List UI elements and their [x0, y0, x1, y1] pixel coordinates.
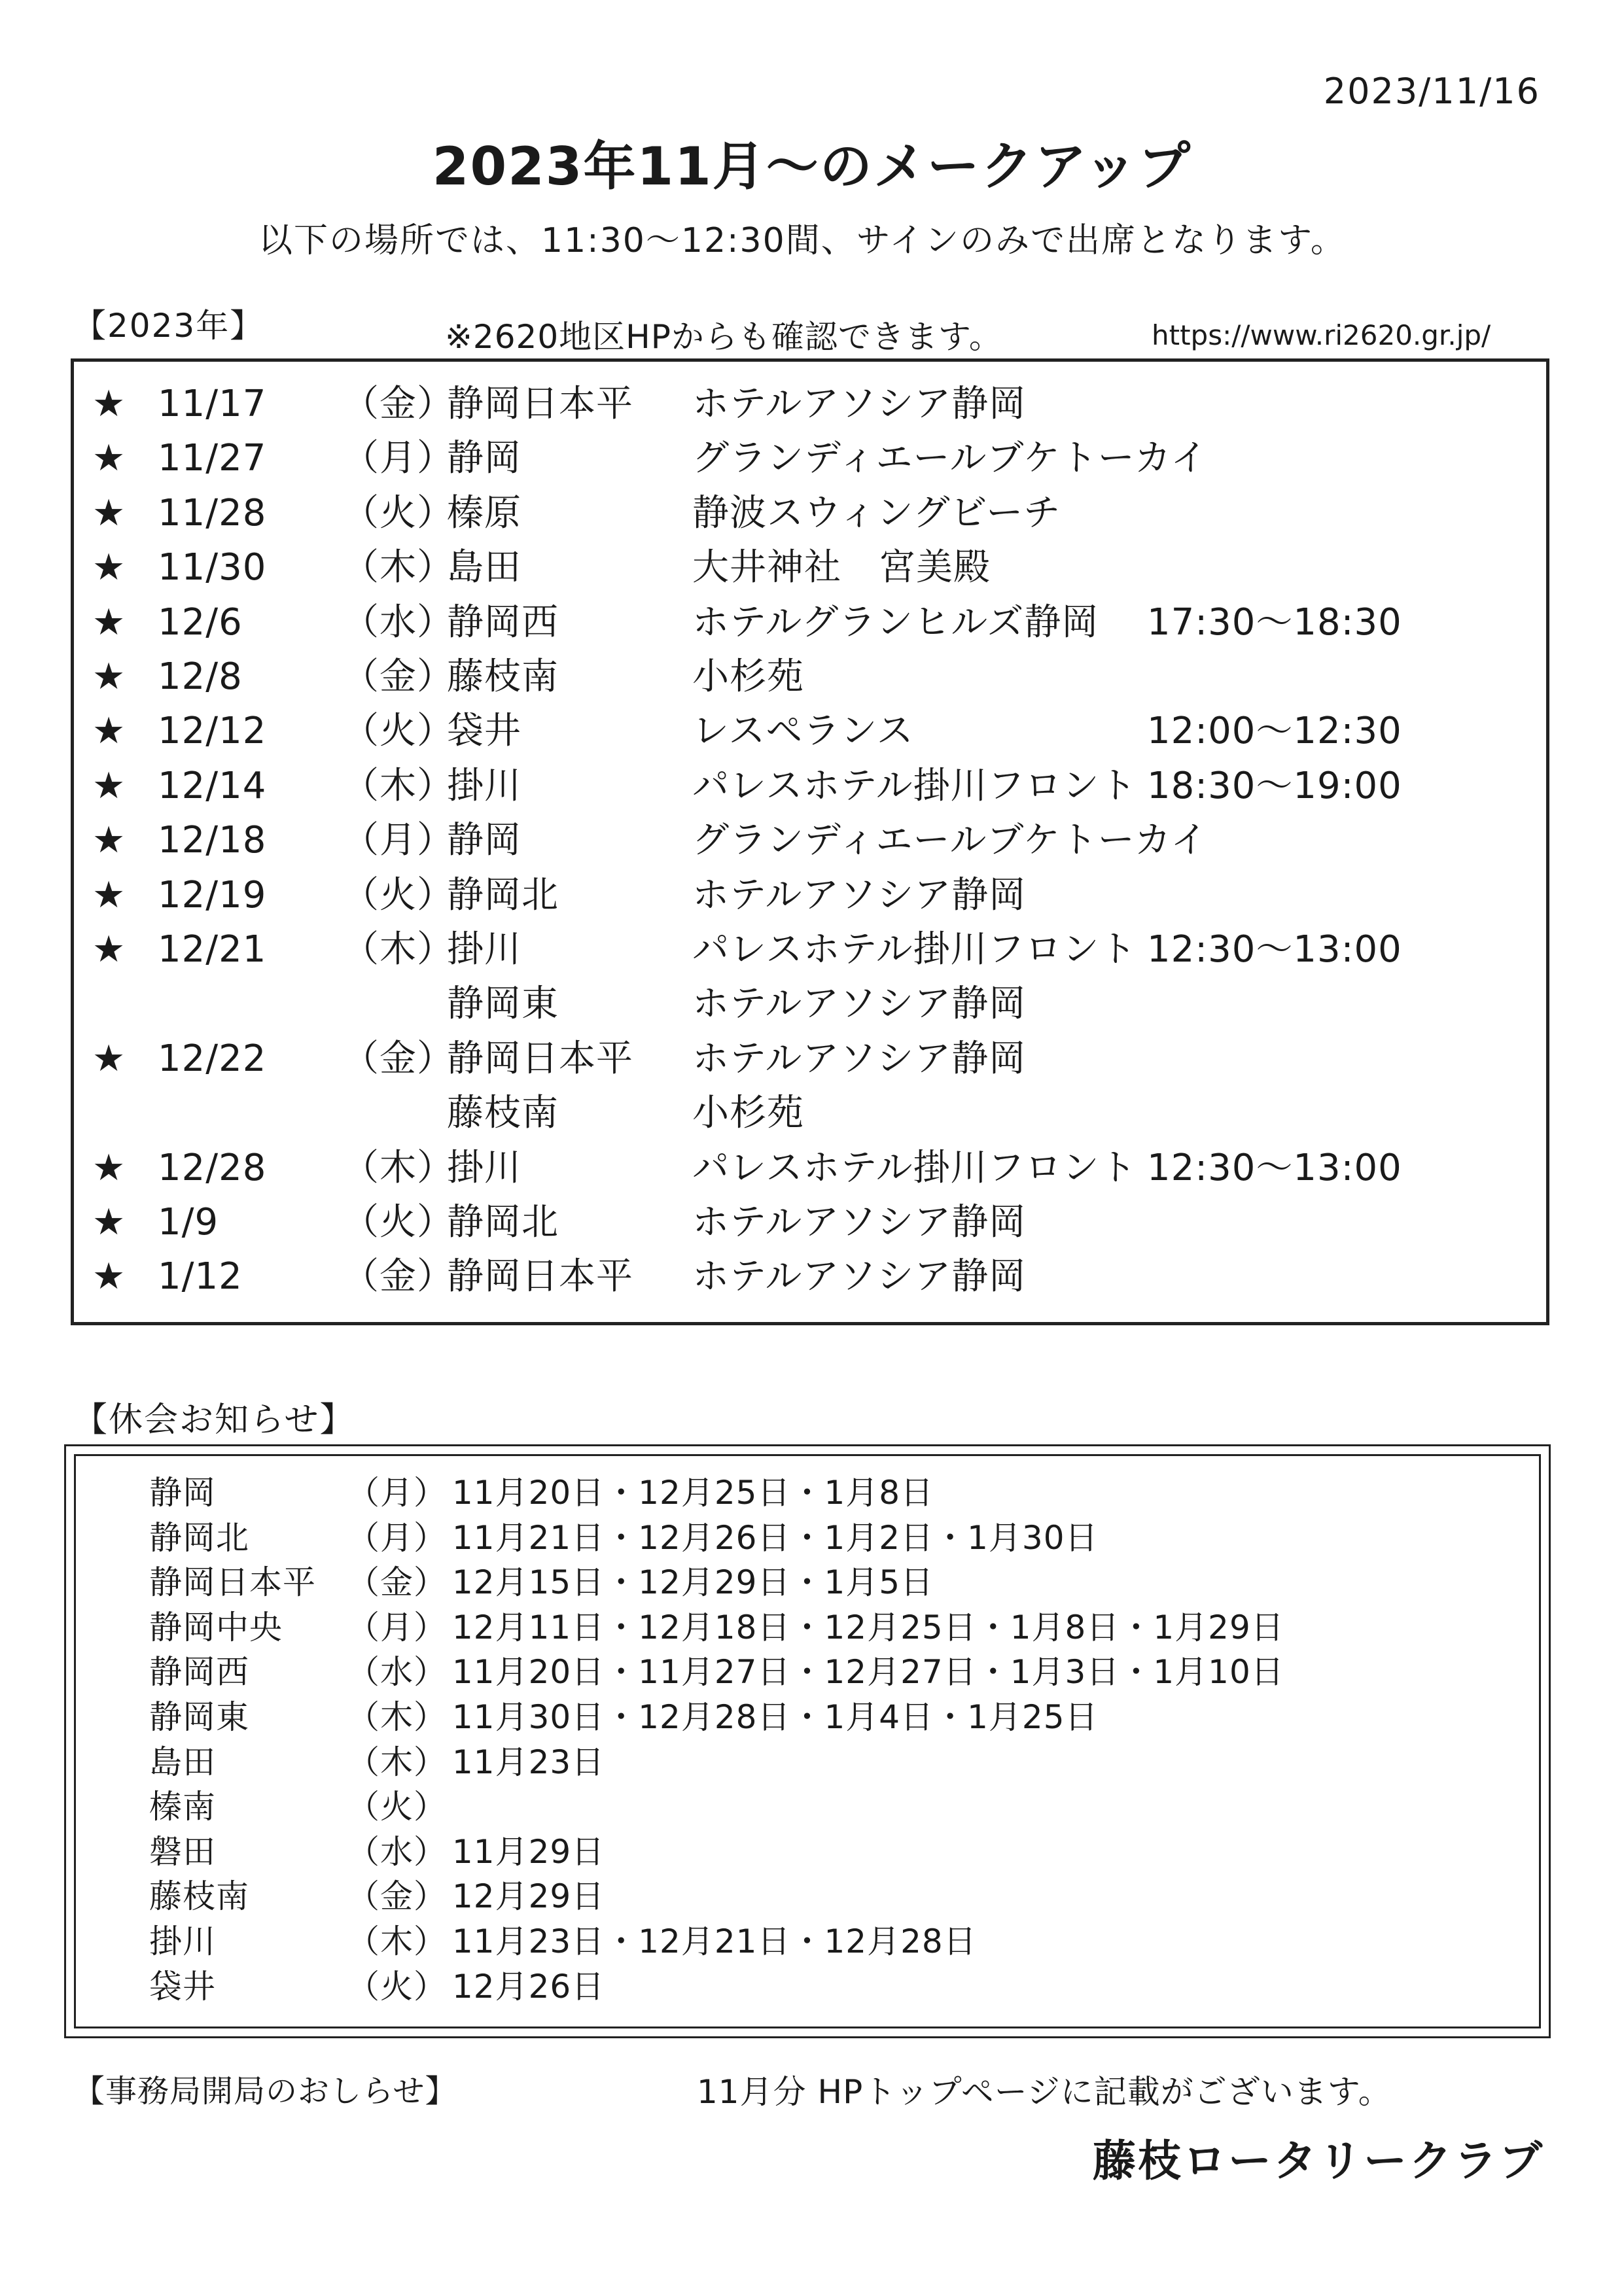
star-icon: ★ [92, 491, 126, 534]
closure-club: 静岡北 [149, 1518, 249, 1557]
schedule-time: 12:30～13:00 [1147, 1146, 1402, 1189]
schedule-date: 12/6 [158, 600, 243, 644]
closure-dates: 11月29日 [452, 1832, 605, 1871]
schedule-weekday: （金） [342, 383, 454, 425]
schedule-date: 11/27 [158, 437, 267, 480]
closure-club: 掛川 [149, 1922, 216, 1960]
schedule-venue: ホテルアソシア静岡 [692, 1037, 1027, 1080]
schedule-time: 12:30～13:00 [1147, 928, 1402, 971]
closure-club: 静岡中央 [149, 1608, 283, 1646]
schedule-venue: ホテルアソシア静岡 [692, 1201, 1027, 1244]
closure-dates: 11月23日 [452, 1743, 605, 1781]
closure-weekday: （金） [347, 1877, 447, 1916]
star-icon: ★ [92, 928, 126, 971]
schedule-date: 11/28 [158, 491, 267, 534]
closure-weekday: （月） [347, 1474, 447, 1512]
closure-club: 静岡日本平 [149, 1563, 316, 1602]
makeup-schedule-table [71, 358, 1549, 1325]
schedule-club: 藤枝南 [447, 1092, 559, 1135]
schedule-weekday: （火） [342, 873, 454, 916]
schedule-club: 榛原 [447, 491, 521, 534]
schedule-venue: ホテルアソシア静岡 [692, 873, 1027, 916]
schedule-club: 掛川 [447, 1146, 521, 1189]
closure-dates: 11月20日・11月27日・12月27日・1月3日・1月10日 [452, 1653, 1284, 1692]
closure-dates: 11月20日・12月25日・1月8日 [452, 1474, 934, 1512]
closure-weekday: （火） [347, 1788, 447, 1826]
schedule-venue: パレスホテル掛川フロント [692, 1146, 1137, 1189]
schedule-venue: ホテルアソシア静岡 [692, 383, 1027, 425]
schedule-venue: グランディエールブケトーカイ [692, 437, 1208, 480]
closure-dates: 12月11日・12月18日・12月25日・1月8日・1月29日 [452, 1608, 1284, 1646]
schedule-club: 静岡北 [447, 1201, 559, 1244]
schedule-date: 1/9 [158, 1201, 219, 1244]
schedule-date: 12/19 [158, 873, 267, 916]
schedule-note: ※2620地区HPからも確認できます。 [445, 318, 1002, 356]
star-icon: ★ [92, 819, 126, 862]
closure-weekday: （木） [347, 1743, 447, 1781]
closure-dates: 12月29日 [452, 1877, 605, 1916]
schedule-date: 12/28 [158, 1146, 267, 1189]
schedule-weekday: （月） [342, 819, 454, 862]
schedule-club: 掛川 [447, 764, 521, 807]
schedule-venue: ホテルアソシア静岡 [692, 1255, 1027, 1298]
schedule-club: 掛川 [447, 928, 521, 971]
star-icon: ★ [92, 873, 126, 916]
schedule-weekday: （木） [342, 764, 454, 807]
schedule-weekday: （月） [342, 437, 454, 480]
schedule-club: 袋井 [447, 710, 521, 753]
schedule-venue: ホテルアソシア静岡 [692, 983, 1027, 1026]
page-subtitle: 以下の場所では、11:30～12:30間、サインのみで出席となります。 [258, 221, 1346, 260]
closure-dates: 12月15日・12月29日・1月5日 [452, 1563, 934, 1602]
organization-name: 藤枝ロータリークラブ [1093, 2136, 1544, 2186]
office-note: 11月分 HPトップページに記載がございます。 [697, 2073, 1392, 2111]
schedule-time: 17:30～18:30 [1147, 600, 1402, 644]
star-icon: ★ [92, 764, 126, 807]
schedule-venue: 静波スウィングビーチ [692, 491, 1061, 534]
closure-club: 静岡 [149, 1474, 216, 1512]
schedule-club: 静岡東 [447, 983, 559, 1026]
star-icon: ★ [92, 1201, 126, 1244]
closure-weekday: （木） [347, 1922, 447, 1960]
schedule-venue: パレスホテル掛川フロント [692, 764, 1137, 807]
star-icon: ★ [92, 437, 126, 480]
closure-weekday: （水） [347, 1832, 447, 1871]
schedule-date: 1/12 [158, 1255, 243, 1298]
schedule-club: 島田 [447, 546, 521, 589]
schedule-venue: レスペランス [692, 710, 914, 753]
schedule-weekday: （火） [342, 710, 454, 753]
closure-dates: 11月30日・12月28日・1月4日・1月25日 [452, 1698, 1099, 1736]
page-title: 2023年11月～のメークアップ [432, 136, 1192, 197]
schedule-date: 12/12 [158, 710, 267, 753]
schedule-venue: ホテルグランヒルズ静岡 [692, 600, 1099, 644]
schedule-date: 12/8 [158, 655, 243, 698]
schedule-club: 静岡西 [447, 600, 559, 644]
closure-dates: 11月21日・12月26日・1月2日・1月30日 [452, 1518, 1099, 1557]
star-icon: ★ [92, 383, 126, 425]
schedule-weekday: （木） [342, 1146, 454, 1189]
star-icon: ★ [92, 1037, 126, 1080]
schedule-section-label: 【2023年】 [73, 307, 264, 345]
schedule-club: 静岡日本平 [447, 1037, 633, 1080]
closure-club: 藤枝南 [149, 1877, 249, 1916]
closure-section-label: 【休会お知らせ】 [73, 1400, 355, 1440]
schedule-weekday: （金） [342, 1255, 454, 1298]
schedule-date: 12/18 [158, 819, 267, 862]
closure-club: 磐田 [149, 1832, 216, 1871]
closure-weekday: （木） [347, 1698, 447, 1736]
closure-weekday: （水） [347, 1653, 447, 1692]
schedule-weekday: （水） [342, 600, 454, 644]
schedule-venue: 小杉苑 [692, 1092, 804, 1135]
closure-weekday: （月） [347, 1518, 447, 1557]
schedule-date: 11/17 [158, 383, 267, 425]
document-date: 2023/11/16 [1323, 71, 1540, 112]
star-icon: ★ [92, 710, 126, 753]
schedule-weekday: （木） [342, 928, 454, 971]
schedule-club: 静岡日本平 [447, 1255, 633, 1298]
office-section-label: 【事務局開局のおしらせ】 [73, 2073, 457, 2110]
schedule-date: 12/21 [158, 928, 267, 971]
schedule-venue: グランディエールブケトーカイ [692, 819, 1208, 862]
schedule-weekday: （金） [342, 655, 454, 698]
closure-club: 島田 [149, 1743, 216, 1781]
schedule-club: 藤枝南 [447, 655, 559, 698]
closure-frame [64, 1444, 1551, 2038]
schedule-club: 静岡 [447, 819, 521, 862]
closure-club: 榛南 [149, 1788, 216, 1826]
star-icon: ★ [92, 546, 126, 589]
closure-table [74, 1454, 1541, 2028]
closure-dates: 11月23日・12月21日・12月28日 [452, 1922, 977, 1960]
star-icon: ★ [92, 1255, 126, 1298]
schedule-date: 12/14 [158, 764, 267, 807]
schedule-date: 11/30 [158, 546, 267, 589]
closure-weekday: （月） [347, 1608, 447, 1646]
district-url: https://www.ri2620.gr.jp/ [1152, 319, 1491, 351]
star-icon: ★ [92, 655, 126, 698]
closure-weekday: （火） [347, 1967, 447, 2006]
schedule-time: 12:00～12:30 [1147, 710, 1402, 753]
schedule-venue: パレスホテル掛川フロント [692, 928, 1137, 971]
schedule-weekday: （火） [342, 1201, 454, 1244]
closure-club: 袋井 [149, 1967, 216, 2006]
star-icon: ★ [92, 1146, 126, 1189]
schedule-date: 12/22 [158, 1037, 267, 1080]
schedule-venue: 小杉苑 [692, 655, 804, 698]
closure-club: 静岡西 [149, 1653, 249, 1692]
schedule-weekday: （火） [342, 491, 454, 534]
closure-club: 静岡東 [149, 1698, 249, 1736]
schedule-weekday: （金） [342, 1037, 454, 1080]
schedule-club: 静岡日本平 [447, 383, 633, 425]
schedule-club: 静岡 [447, 437, 521, 480]
closure-weekday: （金） [347, 1563, 447, 1602]
closure-dates: 12月26日 [452, 1967, 605, 2006]
schedule-weekday: （木） [342, 546, 454, 589]
schedule-time: 18:30～19:00 [1147, 764, 1402, 807]
schedule-venue: 大井神社 宮美殿 [692, 546, 991, 589]
star-icon: ★ [92, 600, 126, 644]
schedule-club: 静岡北 [447, 873, 559, 916]
